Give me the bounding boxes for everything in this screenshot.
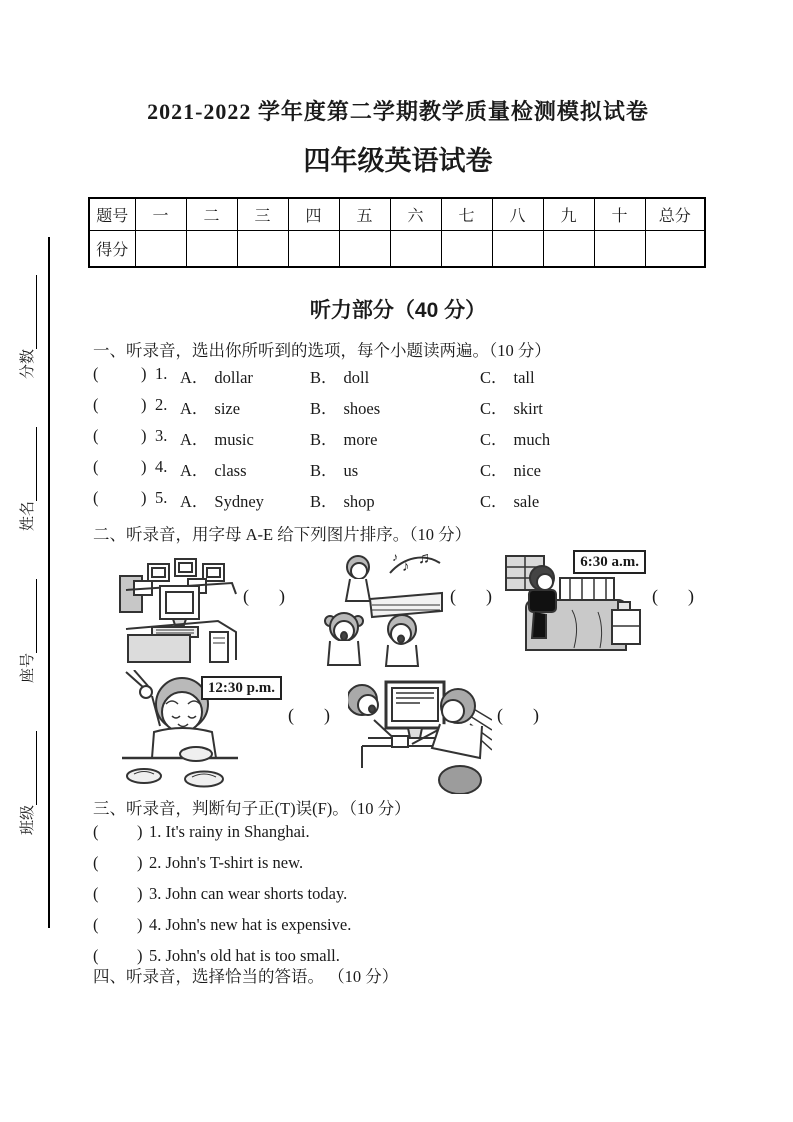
statement-text: 3. John can wear shorts today.	[149, 884, 348, 903]
option-a-word: music	[214, 430, 254, 449]
option-a	[180, 395, 240, 419]
option-c	[480, 457, 541, 481]
section4-heading: 四、听录音，选择恰当的答语。 （10 分）	[93, 967, 399, 986]
score-cell	[543, 231, 594, 268]
picture-boy-getting-up	[502, 552, 646, 662]
answer-paren-open: (	[93, 426, 99, 445]
score-blank-line	[20, 275, 37, 349]
option-a	[180, 457, 247, 481]
svg-text:♪: ♪	[392, 550, 398, 564]
answer-paren-close: )	[533, 705, 539, 725]
answer-paren-open: (	[243, 586, 249, 606]
name-label: 姓名	[18, 501, 36, 532]
statement-text: 5. John's old hat is too small.	[149, 946, 340, 965]
col-8: 八	[492, 198, 543, 231]
option-b-letter: B．	[310, 492, 338, 511]
answer-paren-close: )	[141, 488, 147, 507]
using-computer-illustration	[348, 672, 492, 794]
score-cell	[492, 231, 543, 268]
score-table	[88, 197, 706, 268]
question-number: 4.	[155, 457, 168, 476]
answer-paren-open: (	[93, 853, 99, 872]
option-b-letter: B．	[310, 461, 338, 480]
col-question-number: 题号	[89, 198, 135, 231]
answer-paren-open: (	[93, 884, 99, 903]
option-c	[480, 395, 543, 419]
score-cell	[594, 231, 645, 268]
score-table-header-row	[89, 198, 705, 231]
picture-children-using-computer	[348, 672, 492, 794]
true-false-row	[85, 915, 745, 946]
option-c-word: skirt	[513, 399, 543, 418]
name-field	[16, 427, 37, 531]
picture-boy-eating-lunch	[116, 670, 288, 792]
student-info-sidebar	[4, 275, 48, 835]
col-1: 一	[135, 198, 186, 231]
question-number: 3.	[155, 426, 168, 445]
option-a-letter: A．	[180, 461, 209, 480]
answer-paren-open: (	[93, 364, 99, 383]
answer-paren-close: )	[141, 364, 147, 383]
computer-room-illustration	[118, 550, 240, 663]
picture-music-class	[306, 549, 446, 667]
answer-paren-close: )	[141, 457, 147, 476]
answer-paren-close: )	[137, 946, 143, 965]
picture3-answer-blank	[652, 586, 694, 607]
answer-paren-open: (	[93, 946, 99, 965]
section3-statements	[85, 822, 745, 977]
option-b-word: us	[343, 461, 359, 480]
option-b-word: more	[343, 430, 378, 449]
answer-paren-open: (	[93, 915, 99, 934]
answer-paren-close: )	[137, 884, 143, 903]
score-cell	[339, 231, 390, 268]
option-a-letter: A．	[180, 399, 209, 418]
score-cell	[186, 231, 237, 268]
option-a-word: size	[214, 399, 241, 418]
option-b	[310, 364, 369, 388]
choice-question-row	[85, 488, 745, 519]
answer-paren-open: (	[288, 705, 294, 725]
option-b-word: doll	[343, 368, 370, 387]
picture2-answer-blank	[450, 586, 492, 607]
question-number: 1.	[155, 364, 168, 383]
seat-number-field	[16, 579, 37, 683]
option-c-word: much	[513, 430, 551, 449]
answer-paren-open: (	[93, 488, 99, 507]
answer-paren-close: )	[141, 426, 147, 445]
picture1-answer-blank	[243, 586, 285, 607]
col-2: 二	[186, 198, 237, 231]
answer-paren-close: )	[137, 853, 143, 872]
score-cell	[237, 231, 288, 268]
score-cell	[135, 231, 186, 268]
time-label-630: 6:30 a.m.	[573, 550, 646, 574]
col-6: 六	[390, 198, 441, 231]
answer-paren-open: (	[497, 705, 503, 725]
answer-paren-close: )	[279, 586, 285, 606]
seat-number-blank-line	[20, 579, 37, 653]
choice-question-row	[85, 395, 745, 426]
time-label-1230: 12:30 p.m.	[201, 676, 282, 700]
col-total: 总分	[645, 198, 705, 231]
page-subtitle: 四年级英语试卷	[303, 146, 493, 176]
true-false-row	[85, 884, 745, 915]
answer-paren-close: )	[486, 586, 492, 606]
svg-text:♫: ♫	[418, 550, 430, 567]
true-false-row	[85, 853, 745, 884]
answer-paren-close: )	[137, 822, 143, 841]
margin-divider-line	[48, 237, 50, 928]
option-b	[310, 426, 377, 450]
score-cell	[390, 231, 441, 268]
option-b-letter: B．	[310, 430, 338, 449]
score-label: 分数	[18, 349, 36, 380]
answer-paren-close: )	[141, 395, 147, 414]
option-a-letter: A．	[180, 368, 209, 387]
score-table-score-row	[89, 231, 705, 268]
option-b-letter: B．	[310, 368, 338, 387]
option-c	[480, 426, 550, 450]
class-blank-line	[20, 731, 37, 805]
class-label: 班级	[18, 804, 36, 835]
option-b-letter: B．	[310, 399, 338, 418]
section1-questions	[85, 364, 745, 519]
col-10: 十	[594, 198, 645, 231]
option-b	[310, 395, 380, 419]
option-b	[310, 457, 358, 481]
option-c-word: sale	[513, 492, 540, 511]
col-4: 四	[288, 198, 339, 231]
question-number: 2.	[155, 395, 168, 414]
option-a	[180, 426, 254, 450]
score-cell-total	[645, 231, 705, 268]
class-field	[16, 731, 37, 835]
option-b	[310, 488, 375, 512]
option-a-letter: A．	[180, 430, 209, 449]
answer-paren-open: (	[652, 586, 658, 606]
question-number: 5.	[155, 488, 168, 507]
score-cell	[288, 231, 339, 268]
statement-text: 1. It's rainy in Shanghai.	[149, 822, 310, 841]
score-cell	[441, 231, 492, 268]
seat-number-label: 座号	[18, 653, 36, 684]
option-c-letter: C．	[480, 430, 508, 449]
answer-paren-open: (	[93, 457, 99, 476]
score-field	[16, 275, 37, 379]
col-9: 九	[543, 198, 594, 231]
col-3: 三	[237, 198, 288, 231]
choice-question-row	[85, 457, 745, 488]
svg-text:♪: ♪	[402, 559, 410, 575]
option-c-word: nice	[513, 461, 541, 480]
picture4-answer-blank	[288, 705, 330, 726]
page-title: 2021-2022 学年度第二学期教学质量检测模拟试卷	[147, 99, 649, 124]
answer-paren-close: )	[688, 586, 694, 606]
option-a-letter: A．	[180, 492, 209, 511]
option-c	[480, 364, 535, 388]
section1-heading: 一、听录音，选出你所听到的选项，每个小题读两遍。（10 分）	[93, 341, 551, 360]
option-a	[180, 364, 253, 388]
answer-paren-close: )	[324, 705, 330, 725]
picture5-answer-blank	[497, 705, 539, 726]
option-a-word: Sydney	[214, 492, 264, 511]
score-row-label: 得分	[89, 231, 135, 268]
answer-paren-open: (	[93, 822, 99, 841]
true-false-row	[85, 822, 745, 853]
choice-question-row	[85, 426, 745, 457]
answer-paren-close: )	[137, 915, 143, 934]
option-c-letter: C．	[480, 492, 508, 511]
option-c	[480, 488, 539, 512]
statement-text: 4. John's new hat is expensive.	[149, 915, 352, 934]
picture-computer-room	[118, 550, 240, 663]
option-c-letter: C．	[480, 461, 508, 480]
col-7: 七	[441, 198, 492, 231]
col-5: 五	[339, 198, 390, 231]
option-a	[180, 488, 264, 512]
option-b-word: shoes	[343, 399, 381, 418]
option-a-word: dollar	[214, 368, 253, 387]
option-c-word: tall	[513, 368, 535, 387]
choice-question-row	[85, 364, 745, 395]
option-c-letter: C．	[480, 368, 508, 387]
name-blank-line	[20, 427, 37, 501]
music-class-illustration	[306, 549, 446, 667]
option-b-word: shop	[343, 492, 375, 511]
section2-heading: 二、听录音，用字母 A-E 给下列图片排序。（10 分）	[93, 525, 472, 544]
option-c-letter: C．	[480, 399, 508, 418]
answer-paren-open: (	[450, 586, 456, 606]
option-a-word: class	[214, 461, 247, 480]
section3-heading: 三、听录音，判断句子正(T)误(F)。（10 分）	[93, 799, 411, 818]
statement-text: 2. John's T-shirt is new.	[149, 853, 304, 872]
answer-paren-open: (	[93, 395, 99, 414]
listening-part-title: 听力部分（40 分）	[309, 299, 487, 322]
